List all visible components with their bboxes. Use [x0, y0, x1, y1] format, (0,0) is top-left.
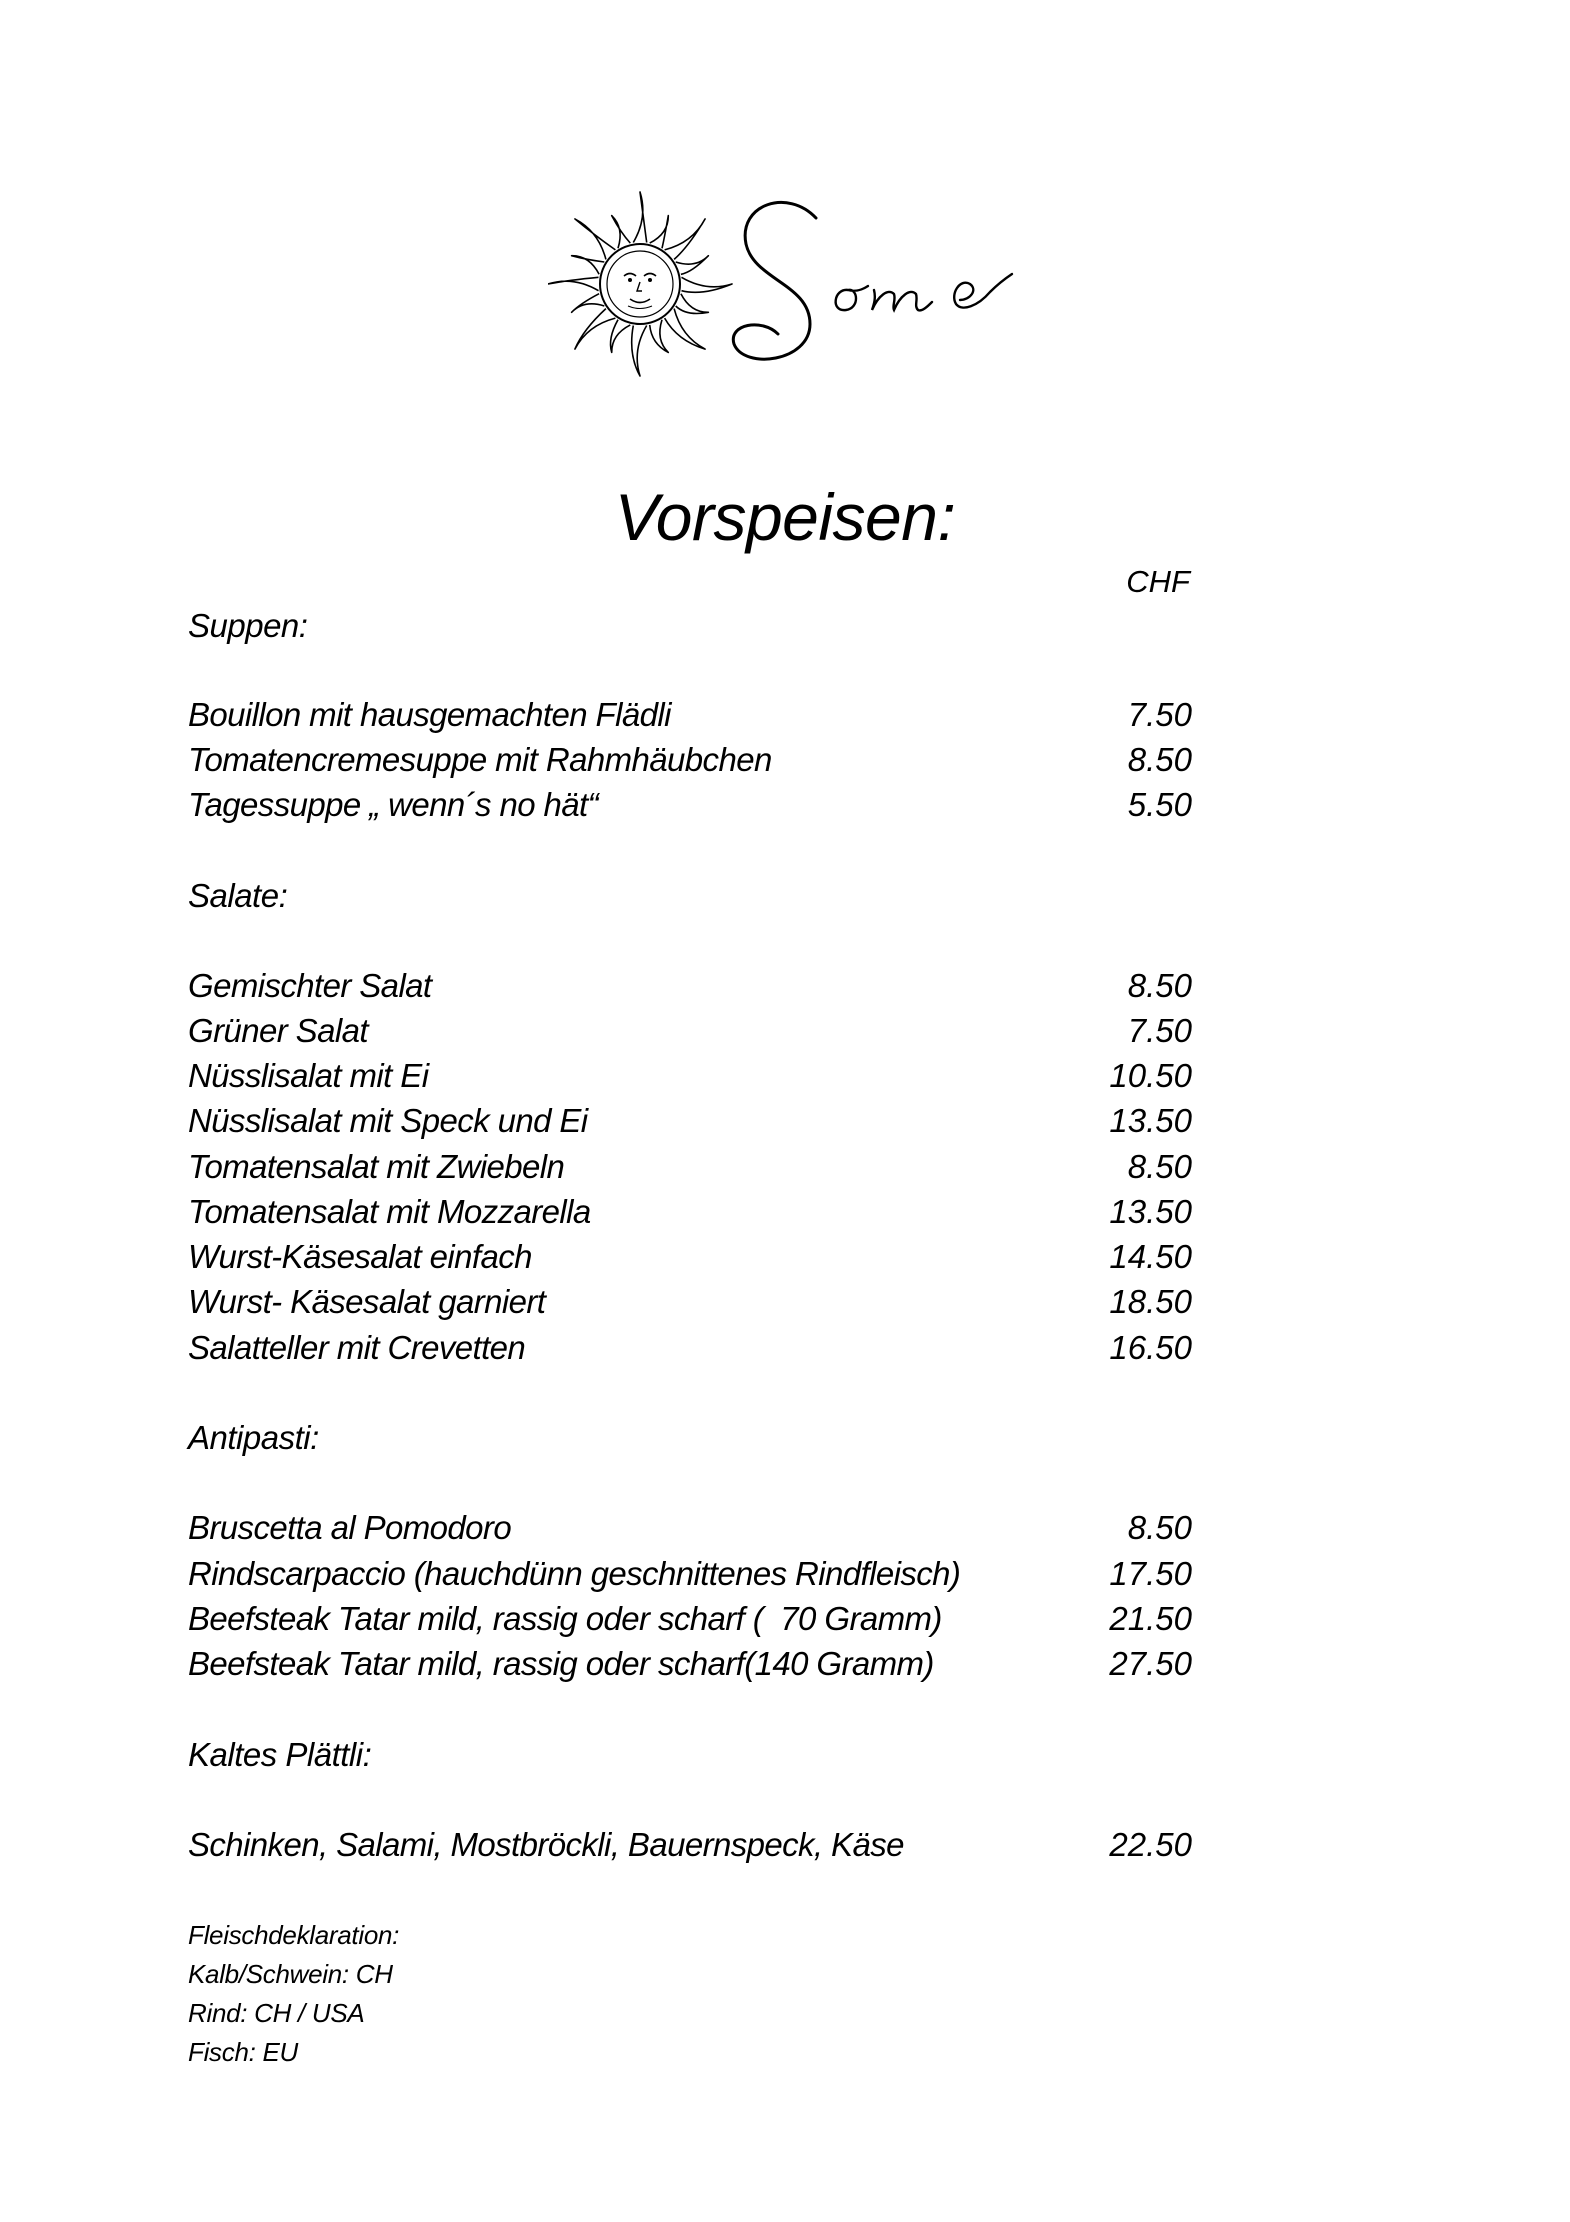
section-label-salate: Salate:	[188, 877, 288, 914]
sun-ray	[575, 219, 616, 260]
item-name: Beefsteak Tatar mild, rassig oder scharf ( 70 Gramm)	[188, 1600, 942, 1637]
item-price: 22.50	[1109, 1826, 1192, 1863]
sun-logo-icon	[548, 184, 1068, 384]
item-name: Gemischter Salat	[188, 967, 432, 1004]
item-name: Schinken, Salami, Mostbröckli, Bauernspeck, Käse	[188, 1826, 904, 1863]
sun-ray	[676, 256, 709, 275]
menu-item	[188, 1145, 1192, 1189]
menu-item	[188, 783, 1192, 827]
sun-ray	[665, 309, 706, 350]
item-name: Tomatensalat mit Mozzarella	[188, 1193, 591, 1230]
section-label-antipasti: Antipasti:	[188, 1419, 319, 1456]
item-price: 21.50	[1109, 1600, 1192, 1637]
item-name: Nüsslisalat mit Ei	[188, 1057, 429, 1094]
footnote-line: Fisch: EU	[188, 2037, 298, 2067]
item-price: 16.50	[1109, 1329, 1192, 1366]
currency-label: CHF	[1126, 564, 1190, 599]
item-name: Beefsteak Tatar mild, rassig oder scharf(140 Gramm)	[188, 1645, 934, 1682]
item-name: Bouillon mit hausgemachten Flädli	[188, 696, 671, 733]
item-price: 17.50	[1109, 1555, 1192, 1592]
item-price: 14.50	[1109, 1238, 1192, 1275]
footnote-heading: Fleischdeklaration:	[188, 1920, 400, 1950]
sun-ray	[575, 309, 616, 350]
sun-ray	[548, 277, 599, 290]
sun-ray	[676, 294, 709, 314]
menu-item	[188, 1009, 1192, 1053]
item-price: 8.50	[1127, 741, 1192, 778]
item-price: 8.50	[1127, 1148, 1192, 1185]
menu-item	[188, 1506, 1192, 1550]
menu-item	[188, 1326, 1192, 1370]
menu-item	[188, 1642, 1192, 1686]
menu-item	[188, 1099, 1192, 1143]
item-price: 10.50	[1109, 1057, 1192, 1094]
sun-ray	[612, 216, 631, 249]
menu-item	[188, 1823, 1192, 1867]
item-name: Tagessuppe „ wenn´s no hät“	[188, 786, 599, 823]
footnote-line: Kalb/Schwein: CH	[188, 1959, 393, 1989]
menu-item	[188, 738, 1192, 782]
menu-item	[188, 964, 1192, 1008]
item-price: 13.50	[1109, 1102, 1192, 1139]
item-name: Tomatencremesuppe mit Rahmhäubchen	[188, 741, 772, 778]
sonne-logo	[548, 184, 1068, 384]
sun-ray	[633, 192, 646, 243]
item-price: 8.50	[1127, 1509, 1192, 1546]
item-name: Salatteller mit Crevetten	[188, 1329, 526, 1366]
item-name: Wurst- Käsesalat garniert	[188, 1283, 546, 1320]
item-name: Grüner Salat	[188, 1012, 368, 1049]
footnote-line: Rind: CH / USA	[188, 1998, 365, 2028]
section-label-kaltes-plaettli: Kaltes Plättli:	[188, 1736, 372, 1773]
menu-item	[188, 1280, 1192, 1324]
sun-ray	[650, 216, 669, 249]
item-price: 7.50	[1127, 696, 1192, 733]
menu-item	[188, 693, 1192, 737]
item-name: Tomatensalat mit Zwiebeln	[188, 1148, 565, 1185]
sun-ray	[572, 256, 605, 275]
menu-item	[188, 1235, 1192, 1279]
item-name: Nüsslisalat mit Speck und Ei	[188, 1102, 588, 1139]
menu-item	[188, 1190, 1192, 1234]
sun-ray	[650, 320, 669, 353]
meat-declaration	[188, 1916, 399, 2072]
sun-ray	[665, 219, 706, 260]
item-name: Wurst-Käsesalat einfach	[188, 1238, 532, 1275]
item-price: 5.50	[1127, 786, 1192, 823]
menu-item	[188, 1597, 1192, 1641]
item-price: 8.50	[1127, 967, 1192, 1004]
item-price: 18.50	[1109, 1283, 1192, 1320]
item-name: Bruscetta al Pomodoro	[188, 1509, 512, 1546]
item-price: 27.50	[1109, 1645, 1192, 1682]
item-price: 13.50	[1109, 1193, 1192, 1230]
sun-ray	[572, 294, 605, 313]
item-price: 7.50	[1127, 1012, 1192, 1049]
sun-ray	[682, 277, 733, 292]
section-label-suppen: Suppen:	[188, 607, 308, 644]
item-name: Rindscarpaccio (hauchdünn geschnittenes Rindfleisch)	[188, 1555, 961, 1592]
page-title: Vorspeisen:	[614, 480, 956, 554]
sun-ray	[632, 326, 647, 377]
sun-ray	[611, 320, 631, 353]
menu-item	[188, 1054, 1192, 1098]
menu-item	[188, 1552, 1192, 1596]
